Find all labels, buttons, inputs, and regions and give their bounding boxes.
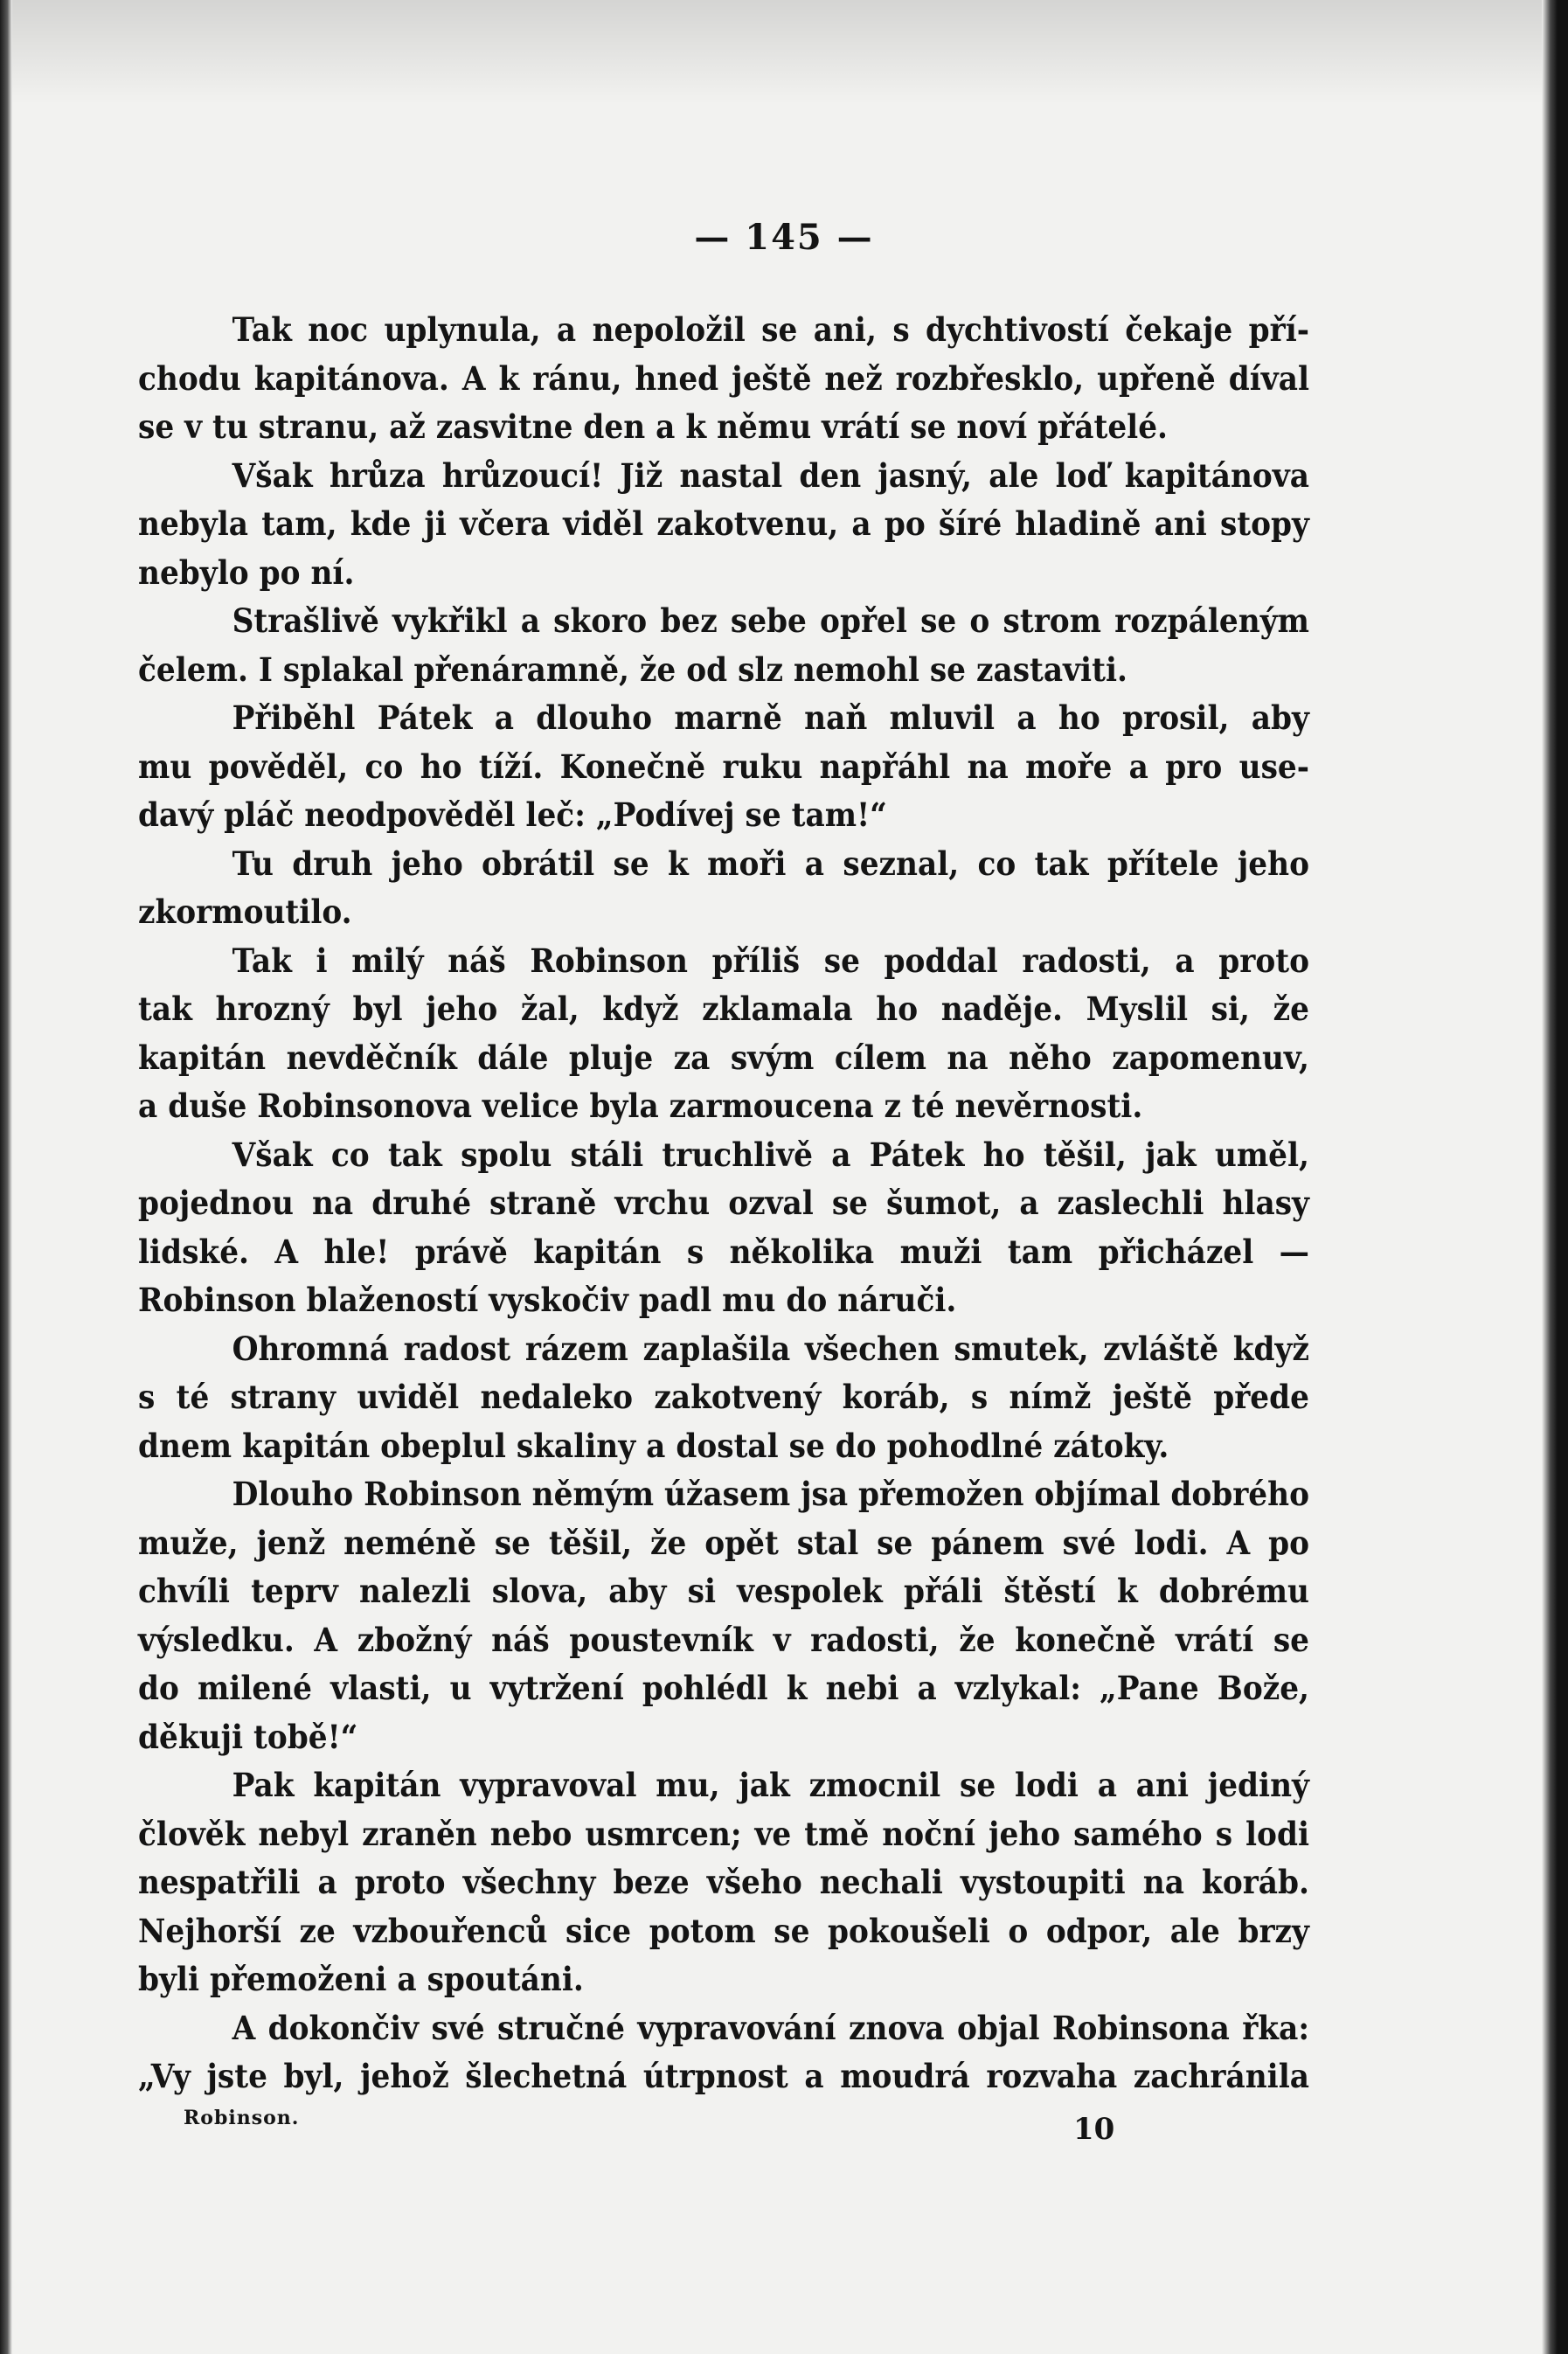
signature-mark: Robinson. [184,2107,300,2129]
text-line: se v tu stranu, až zasvitne den a k němu vrátí se noví přátelé. [138,407,1169,446]
text-line: „Vy jste byl, jehož šlechetná útrpnost a moudrá rozvaha zachránila [138,2057,1309,2095]
text-line: Však co tak spolu stáli truchlivě a Pátek ho těšil, jak uměl, [232,1135,1310,1174]
text-line: nespatřili a proto všechny beze všeho nechali vystoupiti na koráb. [138,1863,1309,1901]
text-line: Tu druh jeho obrátil se k moři a seznal, co tak přítele jeho [232,844,1310,883]
text-line: dnem kapitán obeplul skaliny a dostal se do pohodlné zátoky. [138,1426,1169,1465]
text-line: pojednou na druhé straně vrchu ozval se šumot, a zaslechli hlasy [138,1184,1309,1222]
text-line: Však hrůza hrůzoucí! Již nastal den jasný, ale loď kapitánova [232,455,1310,495]
scan-edge-right [1542,0,1568,2354]
sheet-number: 10 [1073,2112,1115,2147]
page-footer [0,2107,1568,2159]
text-line: zkormoutilo. [138,892,352,931]
text-line: chodu kapitánova. A k ránu, hned ještě než rozbřesklo, upřeně díval [138,358,1309,398]
text-line: do milené vlasti, u vytržení pohlédl k nebi a vzlykal: „Pane Bože, [138,1669,1309,1707]
text-line: chvíli teprv nalezli slova, aby si vespolek přáli štěstí k dobrému [138,1572,1309,1610]
text-line: A dokončiv své stručné vypravování znova objal Robinsona řka: [232,2008,1310,2047]
text-line: kapitán nevděčník dále pluje za svým cílem na něho zapomenuv, [138,1038,1309,1077]
text-line: byli přemoženi a spoutáni. [138,1960,584,1998]
body-text [138,306,1309,2101]
scan-edge-left [0,0,12,2354]
text-line: Tak i milý náš Robinson příliš se poddal radosti, a proto [232,941,1310,980]
text-line: čelem. I splakal přenáramně, že od slz nemohl se zastaviti. [138,649,1127,689]
text-line: Ohromná radost rázem zaplašila všechen smutek, zvláště když [232,1329,1310,1368]
text-line: Strašlivě vykřikl a skoro bez sebe opřel se o strom rozpáleným [232,601,1310,640]
text-line: Tak noc uplynula, a nepoložil se ani, s dychtivostí čekaje pří- [232,310,1310,349]
text-line: výsledku. A zbožný náš poustevník v radosti, že konečně vrátí se [138,1620,1309,1659]
text-line: Robinson blažeností vyskočiv padl mu do náruči. [138,1281,957,1319]
text-line: mu pověděl, co ho tíží. Konečně ruku napřáhl na moře a pro use- [138,746,1309,786]
text-line: Dlouho Robinson němým úžasem jsa přemožen objímal dobrého [232,1475,1310,1513]
text-line: Nejhorší ze vzbouřenců sice potom se pokoušeli o odpor, ale brzy [138,1911,1309,1950]
text-line: a duše Robinsonova velice byla zarmoucena z té nevěrnosti. [138,1087,1143,1125]
text-line: nebyla tam, kde ji včera viděl zakotvenu, a po šíré hladině ani stopy [138,504,1309,543]
text-line: davý pláč neodpověděl leč: „Podívej se tam!“ [138,795,887,834]
text-line: muže, jenž neméně se těšil, že opět stal se pánem své lodi. A po [138,1523,1309,1562]
text-line: tak hrozný byl jeho žal, když zklamala ho naděje. Myslil si, že [138,990,1309,1028]
scan-shade [12,0,1542,105]
text-line: člověk nebyl zraněn nebo usmrcen; ve tmě noční jeho samého s lodi [138,1814,1309,1853]
text-line: nebylo po ní. [138,552,355,592]
text-line: děkuji tobě!“ [138,1717,358,1756]
text-line: Pak kapitán vypravoval mu, jak zmocnil se lodi a ani jediný [232,1766,1310,1804]
text-line: s té strany uviděl nedaleko zakotvený koráb, s nímž ještě přede [138,1378,1309,1416]
text-line: lidské. A hle! právě kapitán s několika muži tam přicházel — [138,1232,1309,1271]
text-line: Přiběhl Pátek a dlouho marně naň mluvil a ho prosil, aby [232,698,1310,737]
page-number: — 145 — [694,217,874,258]
